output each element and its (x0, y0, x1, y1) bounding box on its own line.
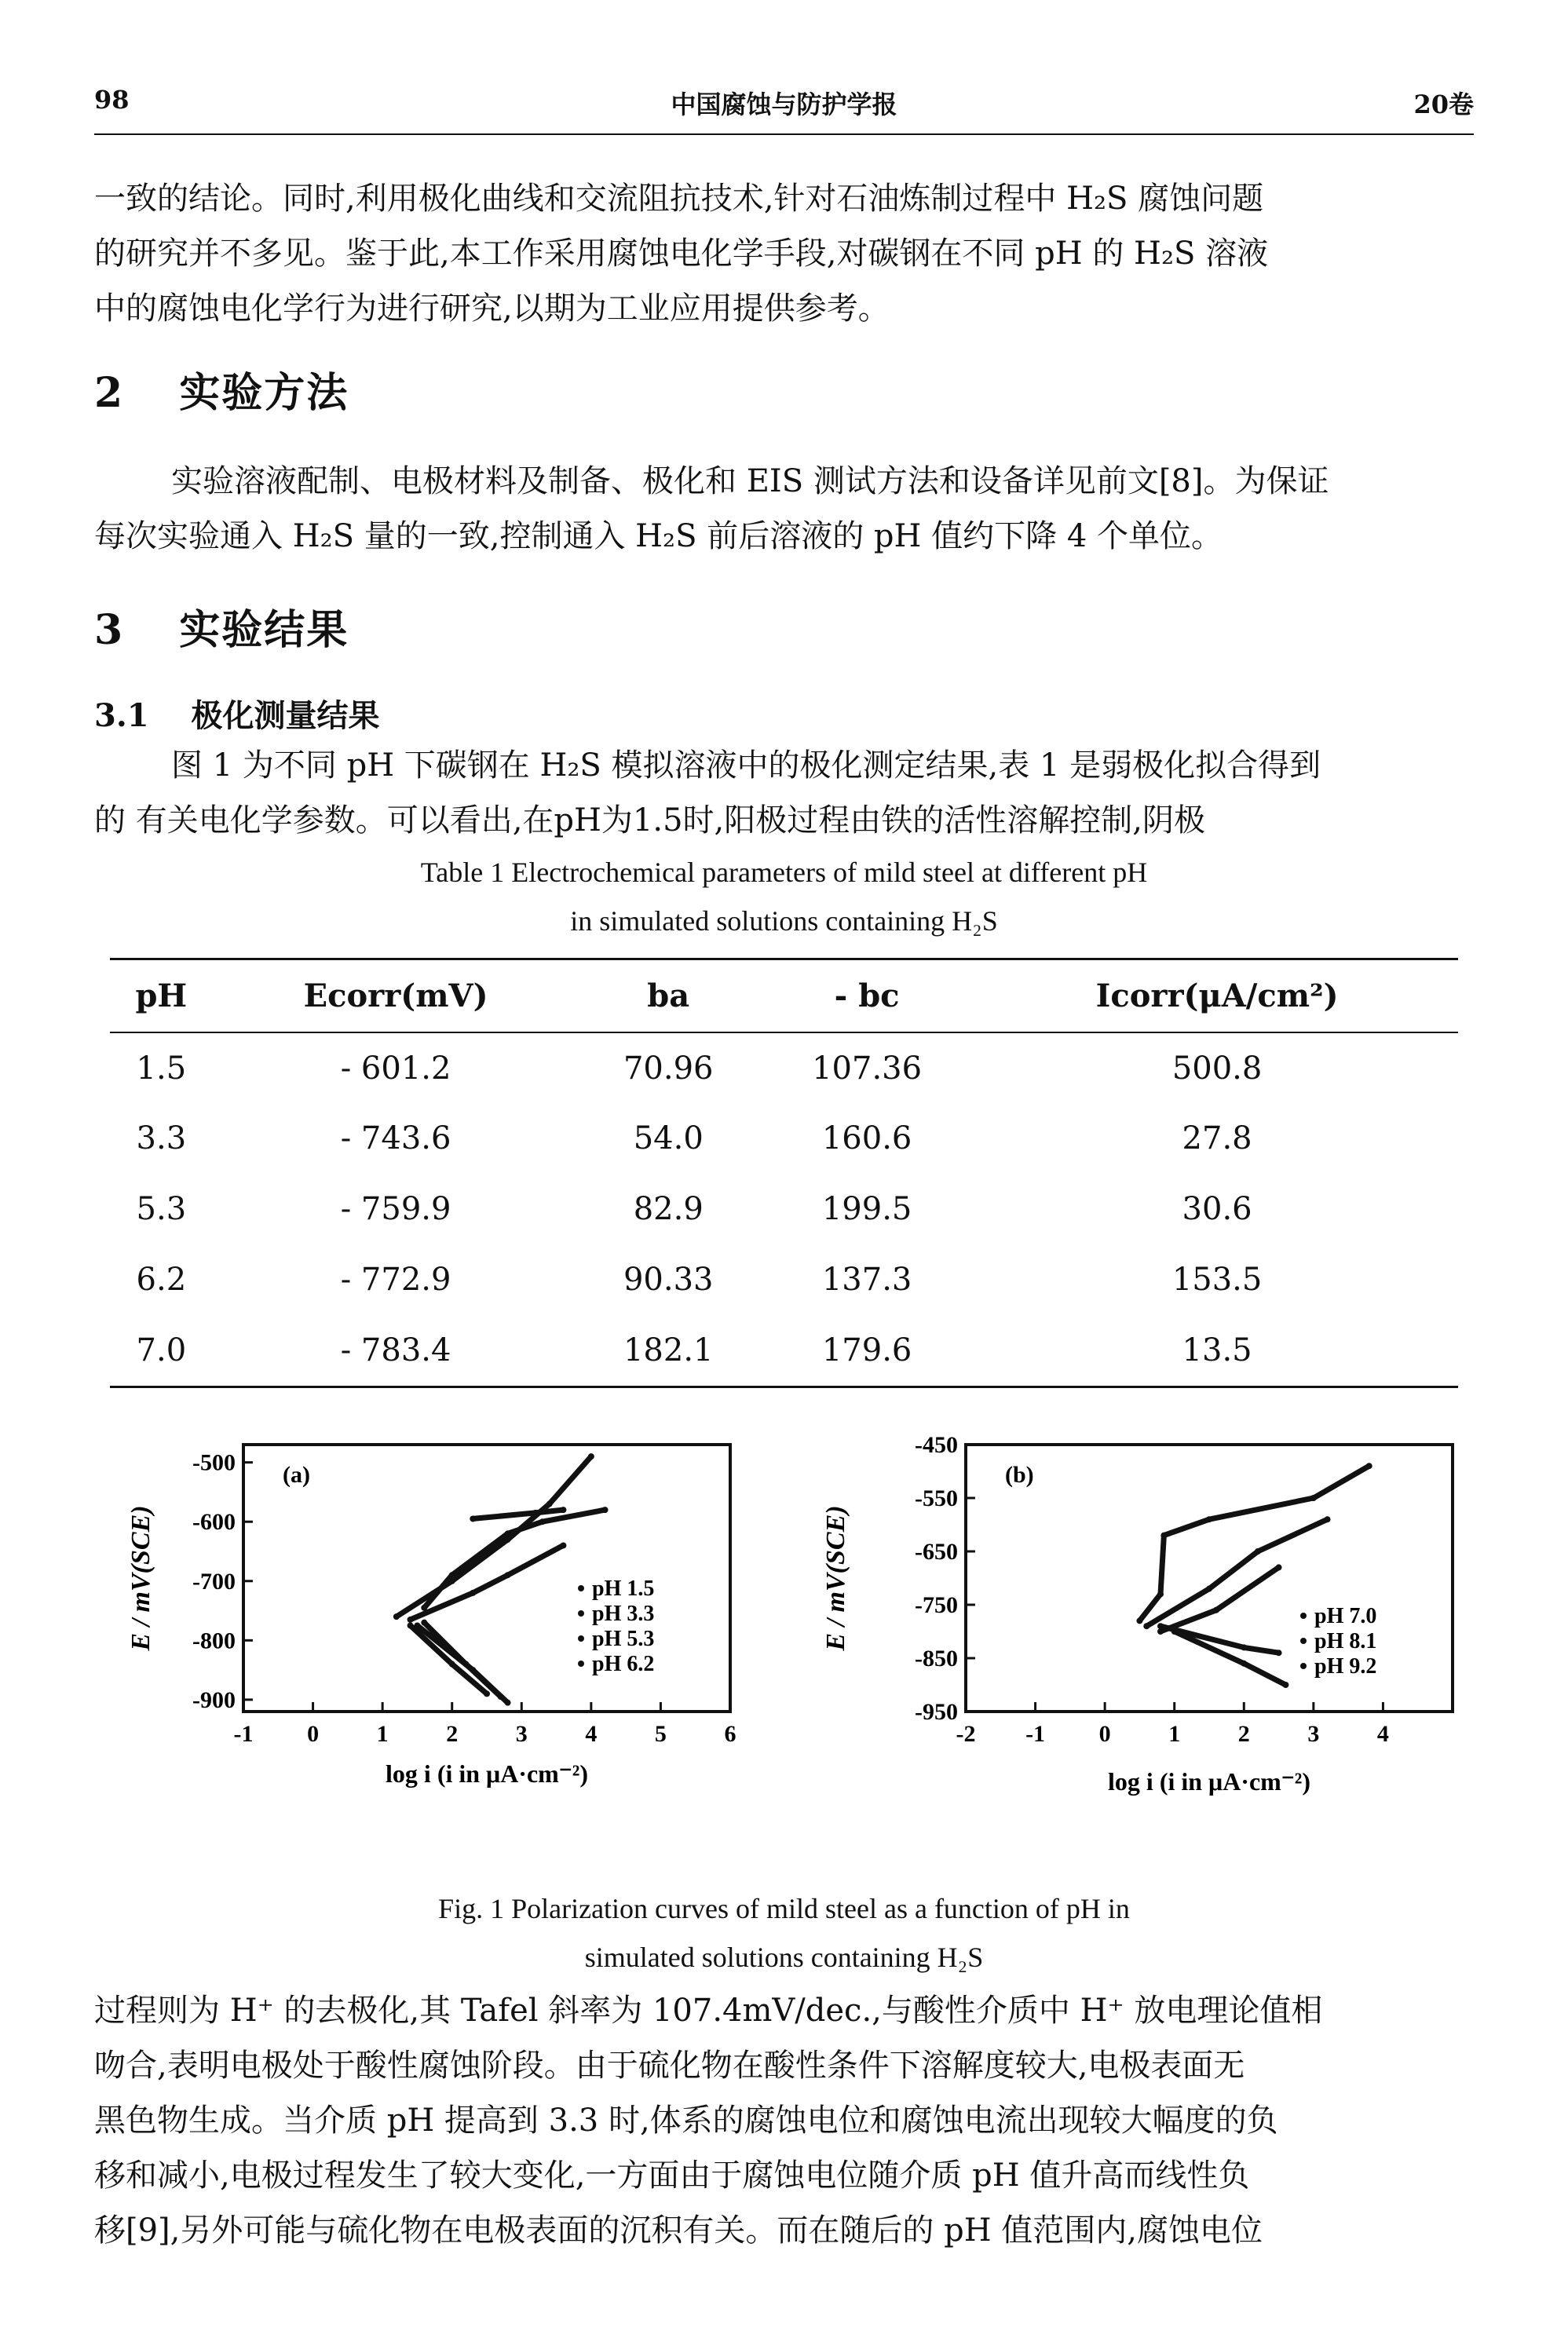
legend-item: pH 5.3 (592, 1627, 655, 1651)
table-cell: 153.5 (1171, 1262, 1263, 1298)
figure-caption-line: simulated solutions containing H₂S (584, 1942, 984, 1973)
table-cell: 5.3 (136, 1191, 187, 1227)
intro-line: 的研究并不多见。鉴于此,本工作采用腐蚀电化学手段,对碳钢在不同 pH 的 H₂S 溶液 (94, 236, 1269, 272)
legend-marker (578, 1585, 584, 1591)
subsection-3-1-heading (94, 691, 380, 736)
section-number: 2 (94, 369, 125, 417)
table-cell: 82.9 (633, 1191, 704, 1227)
table-cell: 179.6 (821, 1332, 912, 1368)
data-point (1143, 1623, 1150, 1629)
col-header-ecorr: Ecorr(mV) (303, 977, 488, 1014)
para-line: 黑色物生成。当介质 pH 提高到 3.3 时,体系的腐蚀电位和腐蚀电流出现较大幅度的负 (94, 2103, 1278, 2139)
data-point (1241, 1661, 1247, 1667)
series-line (417, 1625, 507, 1702)
data-point (532, 1510, 539, 1516)
y-tick-label: -550 (915, 1485, 958, 1511)
data-point (470, 1515, 476, 1522)
section-title: 实验结果 (179, 606, 349, 654)
data-point (505, 1572, 511, 1578)
figure-1 (94, 1413, 1476, 1869)
para-line: 的 有关电化学参数。可以看出,在pH为1.5时,阳极过程由铁的活性溶解控制,阴极 (94, 802, 1205, 839)
table-cell: 6.2 (136, 1262, 187, 1298)
series-line (473, 1510, 563, 1518)
x-tick-label: 3 (515, 1721, 528, 1747)
table-row (110, 1032, 1458, 1103)
subsection-number: 3.1 (94, 697, 149, 734)
para-line: 图 1 为不同 pH 下碳钢在 H₂S 模拟溶液中的极化测定结果,表 1 是弱极化拟合得到 (171, 747, 1321, 784)
x-tick-label: -2 (956, 1721, 976, 1747)
x-tick-label: 2 (446, 1721, 459, 1747)
y-tick-label: -800 (192, 1628, 236, 1654)
series-line (1175, 1631, 1286, 1685)
table-cell: 199.5 (821, 1191, 912, 1227)
data-point (1171, 1628, 1178, 1635)
x-tick-label: 0 (307, 1721, 320, 1747)
table-cell: 500.8 (1171, 1050, 1263, 1087)
chart-panel-b (821, 1432, 1453, 1796)
legend-item: pH 1.5 (592, 1577, 655, 1601)
data-point (505, 1530, 511, 1536)
data-point (1206, 1516, 1212, 1522)
table-cell: 54.0 (633, 1120, 704, 1156)
legend-marker (578, 1635, 584, 1642)
y-tick-label: -500 (192, 1449, 236, 1476)
section-3-paragraph (94, 738, 1474, 848)
col-header-ba: ba (647, 977, 690, 1014)
data-point (1241, 1644, 1247, 1650)
chart-marks (915, 1432, 1389, 1747)
table-cell: - 783.4 (340, 1332, 451, 1368)
x-tick-label: -1 (1025, 1721, 1046, 1747)
y-tick-label: -650 (915, 1539, 958, 1565)
chart-panel-a (126, 1445, 736, 1788)
page-number: 98 (94, 85, 130, 115)
panel-label: (a) (283, 1462, 310, 1488)
intro-paragraph (94, 171, 1474, 336)
series-line (411, 1625, 487, 1693)
para-line: 移和减小,电极过程发生了较大变化,一方面由于腐蚀电位随介质 pH 值升高而线性负 (94, 2157, 1250, 2194)
parameters-table (110, 960, 1458, 1386)
table-cell: - 759.9 (340, 1191, 451, 1227)
panel-label: (b) (1005, 1462, 1034, 1488)
data-point (393, 1613, 400, 1620)
data-point (505, 1700, 511, 1706)
x-tick-label: 6 (724, 1721, 736, 1747)
table-row (110, 1244, 1458, 1315)
table-cell: 3.3 (136, 1120, 187, 1156)
data-point (1366, 1463, 1372, 1469)
table-cell: 70.96 (623, 1050, 714, 1087)
data-point (602, 1507, 609, 1513)
series-line (424, 1510, 605, 1608)
header-rule (94, 133, 1474, 135)
journal-title: 中国腐蚀与防护学报 (671, 90, 897, 119)
data-point (1325, 1516, 1331, 1522)
table-cell: - 601.2 (340, 1050, 451, 1087)
table-1 (110, 958, 1458, 1388)
table-cell: 30.6 (1182, 1191, 1252, 1227)
intro-line: 中的腐蚀电化学行为进行研究,以期为工业应用提供参考。 (94, 290, 890, 327)
table-cell: - 772.9 (340, 1262, 451, 1298)
table-cell: 107.36 (812, 1050, 923, 1087)
table-row (110, 1103, 1458, 1174)
legend-item: pH 3.3 (592, 1602, 655, 1626)
plot-frame (966, 1445, 1453, 1712)
data-point (449, 1661, 455, 1668)
para-line: 过程则为 H⁺ 的去极化,其 Tafel 斜率为 107.4mV/dec.,与酸性介质中 H⁺ 放电理论值相 (94, 1993, 1323, 2029)
legend-item: pH 9.2 (1314, 1654, 1377, 1679)
col-header-icorr: Icorr(μA/cm²) (1095, 977, 1339, 1014)
subsection-title: 极化测量结果 (191, 697, 380, 734)
table-cell: 1.5 (136, 1050, 187, 1087)
para-line: 每次实验通入 H₂S 量的一致,控制通入 H₂S 前后溶液的 pH 值约下降 4 个单位。 (94, 518, 1223, 554)
figure-1-caption (94, 1884, 1474, 1982)
series-line (1160, 1567, 1279, 1631)
table-cell: 90.33 (623, 1262, 714, 1298)
figure-caption-line: Fig. 1 Polarization curves of mild steel as a function of pH in (438, 1893, 1130, 1924)
table-1-caption (94, 848, 1474, 945)
data-point (1310, 1495, 1317, 1501)
data-point (408, 1617, 414, 1623)
data-point (1157, 1623, 1164, 1629)
series-line (1160, 1626, 1279, 1653)
data-point (470, 1590, 476, 1596)
section-3-heading (94, 597, 349, 656)
table-cell: 27.8 (1182, 1120, 1252, 1156)
data-point (470, 1667, 476, 1673)
page-header (94, 85, 1474, 132)
table-cell: 13.5 (1182, 1332, 1252, 1368)
x-tick-label: 0 (1098, 1721, 1111, 1747)
y-tick-label: -850 (915, 1646, 958, 1672)
series-line (1139, 1466, 1369, 1620)
legend-marker (1300, 1663, 1307, 1669)
intro-line: 一致的结论。同时,利用极化曲线和交流阻抗技术,针对石油炼制过程中 H₂S 腐蚀问题 (94, 181, 1264, 217)
table-caption-line: in simulated solutions containing H₂S (570, 905, 998, 937)
x-axis-label: log i (i in μA·cm⁻²) (1108, 1767, 1310, 1796)
y-tick-label: -750 (915, 1592, 958, 1618)
table-cell: 160.6 (821, 1120, 912, 1156)
para-line: 实验溶液配制、电极材料及制备、极化和 EIS 测试方法和设备详见前文[8]。为保证 (171, 463, 1329, 499)
y-tick-label: -900 (192, 1686, 236, 1713)
closing-paragraph (94, 1983, 1474, 2258)
legend-marker (578, 1661, 584, 1667)
x-tick-label: 1 (376, 1721, 389, 1747)
section-title: 实验方法 (179, 369, 349, 417)
legend-item: pH 8.1 (1314, 1629, 1377, 1653)
x-tick-label: 4 (1376, 1721, 1389, 1747)
legend-marker (578, 1610, 584, 1617)
x-tick-label: 5 (654, 1721, 667, 1747)
para-line: 移[9],另外可能与硫化物在电极表面的沉积有关。而在随后的 pH 值范围内,腐蚀电位 (94, 2212, 1263, 2249)
table-cell: - 743.6 (340, 1120, 451, 1156)
series-line (1146, 1519, 1327, 1626)
para-line: 吻合,表明电极处于酸性腐蚀阶段。由于硫化物在酸性条件下溶解度较大,电极表面无 (94, 2048, 1245, 2084)
x-tick-label: 3 (1307, 1721, 1320, 1747)
table-row (110, 1174, 1458, 1244)
data-point (414, 1622, 420, 1628)
plot-frame (243, 1445, 730, 1712)
legend-item: pH 7.0 (1314, 1604, 1377, 1628)
volume-label: 20卷 (1413, 90, 1474, 119)
table-caption-line: Table 1 Electrochemical parameters of mild steel at different pH (420, 857, 1148, 888)
table-cell: 182.1 (623, 1332, 714, 1368)
data-point (408, 1622, 414, 1628)
data-point (560, 1542, 566, 1548)
section-2-paragraph (94, 454, 1474, 564)
y-axis-label: E / mV(SCE) (126, 1505, 155, 1651)
data-point (1276, 1650, 1282, 1656)
legend-marker (1300, 1638, 1307, 1644)
section-2-heading (94, 360, 349, 418)
legend-item: pH 6.2 (592, 1652, 655, 1676)
legend-marker (1300, 1613, 1307, 1619)
y-tick-label: -950 (915, 1699, 958, 1725)
col-header-ph: pH (135, 977, 188, 1014)
y-tick-label: -700 (192, 1568, 236, 1595)
data-point (1255, 1548, 1261, 1555)
table-row (110, 1315, 1458, 1386)
table-cell: 7.0 (136, 1332, 187, 1368)
y-axis-label: E / mV(SCE) (821, 1505, 850, 1651)
section-number: 3 (94, 606, 125, 654)
table-header-row (110, 960, 1458, 1032)
data-point (1206, 1586, 1212, 1592)
data-point (560, 1507, 566, 1513)
col-header-bc: - bc (834, 977, 900, 1014)
data-point (449, 1572, 455, 1578)
y-tick-label: -600 (192, 1509, 236, 1536)
x-tick-label: 4 (585, 1721, 598, 1747)
data-point (1160, 1533, 1167, 1539)
data-point (1213, 1607, 1219, 1613)
data-point (588, 1453, 594, 1460)
data-point (539, 1518, 546, 1525)
x-tick-label: -1 (233, 1721, 254, 1747)
y-tick-label: -450 (915, 1432, 958, 1458)
x-tick-label: 1 (1168, 1721, 1181, 1747)
table-cell: 137.3 (821, 1262, 912, 1298)
data-point (1136, 1617, 1142, 1624)
x-tick-label: 2 (1237, 1721, 1250, 1747)
series-line (397, 1456, 591, 1617)
chart-marks (192, 1450, 736, 1747)
data-point (546, 1501, 553, 1507)
data-point (484, 1690, 490, 1697)
x-axis-label: log i (i in μA·cm⁻²) (386, 1759, 588, 1788)
data-point (1157, 1591, 1164, 1597)
data-point (1276, 1564, 1282, 1570)
data-point (421, 1620, 427, 1626)
data-point (1282, 1682, 1288, 1688)
